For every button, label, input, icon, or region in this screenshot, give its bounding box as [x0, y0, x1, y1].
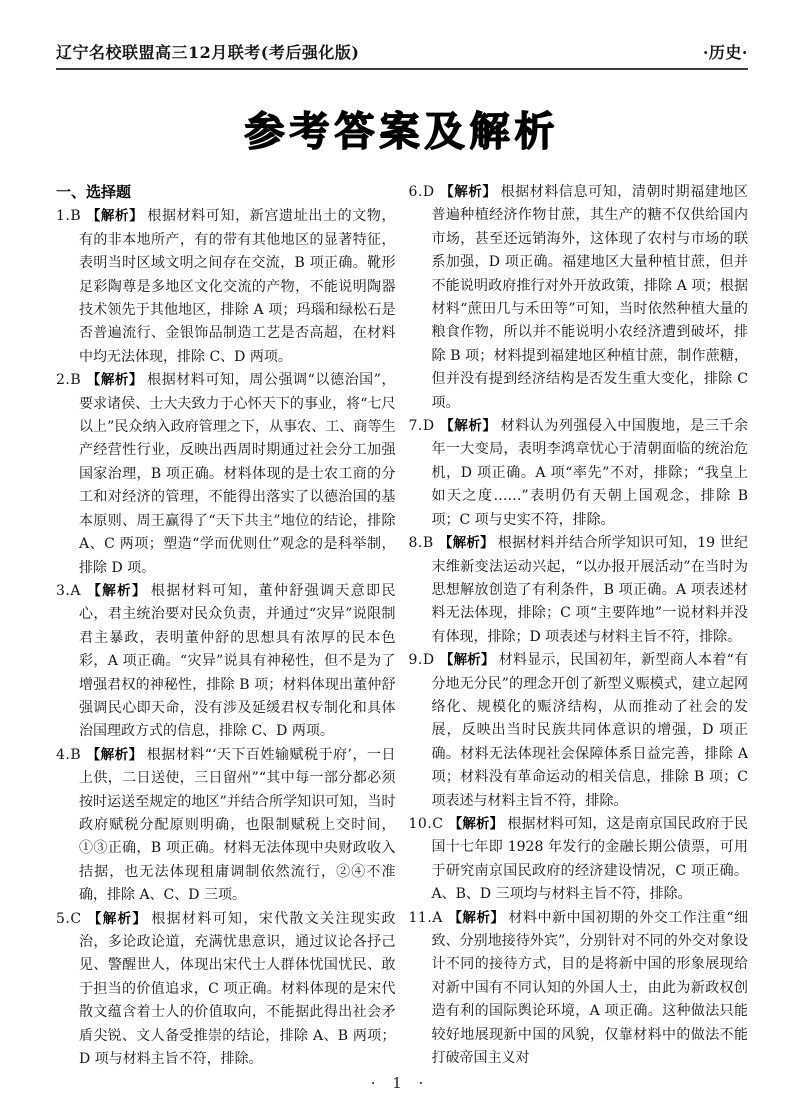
answer-label: 6.D	[408, 184, 435, 200]
answer-item-1	[56, 205, 396, 369]
answer-item-7	[409, 415, 749, 532]
analysis-tag: 【解析】	[447, 909, 505, 926]
answer-item-9	[409, 649, 749, 813]
answer-text: 根据材料可知，新宫遗址出土的文物，有的非本地所产，有的带有其他地区的显著特征，表明当时区域文明之间存在交流，B 项正确。靴形足彩陶尊是多地区文化交流的产物，不能说明陶器技术领先于其他地区，排除 A 项；玛瑙和绿松石是否普遍流行、金银饰品制造工艺是否高超，在材料中均无法体现，排除 C、D 两项。	[79, 208, 396, 365]
exam-title: 辽宁名校联盟高三12月联考(考后强化版)	[56, 43, 360, 62]
answer-item-8	[409, 532, 749, 649]
answer-item-5	[56, 908, 396, 1072]
answer-label: 8.B	[408, 535, 434, 552]
analysis-tag: 【解析】	[439, 418, 497, 435]
analysis-tag: 【解析】	[86, 372, 144, 389]
page-number: · 1 ·	[370, 1074, 430, 1092]
answer-label: 2.B	[56, 372, 82, 389]
answer-item-2	[56, 369, 396, 580]
answer-text: 根据材料信息可知，清朝时期福建地区普遍种植经济作物甘蔗，其生产的糖不仅供给国内市场，甚至还远销海外，这体现了农村与市场的联系加强，D 项正确。福建地区大量种植甘蔗，但并不能说明政府推行对外开放政策，排除 A 项；根据材料“蔗田几与禾田等”可知，当时依然种植大量的粮食作物，所以并不能说明小农经济遭到破坏，排除 B 项；材料提到福建地区种植甘蔗，制作蔗糖，但并没有提到经济结构是否发生重大变化，排除 C 项。	[431, 184, 748, 411]
two-column-body	[56, 181, 748, 1076]
answer-text: 根据材料可知，董仲舒强调天意即民心，君主统治要对民众负责，并通过“灾异”说限制君主暴政，表明董仲舒的思想具有浓厚的民本色彩，A 项正确。“灾异”说具有神秘性，但不是为了增强君权的神秘性，排除 B 项；材料体现出董仲舒强调民心即天命，没有涉及延缓君权专制化和具体治国理政方式的信息，排除 C、D 两项。	[79, 582, 396, 740]
document-title: 参考答案及解析	[244, 109, 560, 155]
analysis-tag: 【解析】	[86, 746, 143, 763]
answer-text: 根据材料可知，宋代散文关注现实政治，多论政论道，充满忧患意识，通过议论各抒己见、警醒世人，体现出宋代士人群体忧国忧民、敢于担当的价值追求，C 项正确。材料体现的是宋代散文蕴含着士人的价值取向，不能据此得出社会矛盾尖锐、文人备受推崇的结论，排除 A、B 两项；D 项与材料主旨不符，排除。	[79, 910, 396, 1068]
answer-item-4	[56, 744, 396, 908]
answer-text: 材料显示，民国初年，新型商人本着“有分地无分民”的理念开创了新型义赈模式，建立起网络化、规模化的赈济结构，从而推动了社会的发展，反映出当时民族共同体意识的增强，D 项正确。材料无法体现社会保障体系日益完善，排除 A 项；材料没有革命运动的相关信息，排除 B 项；C 项表述与材料主旨不符，排除。	[431, 652, 748, 809]
answer-label: 1.B	[56, 208, 82, 225]
answer-label: 4.B	[56, 746, 82, 763]
answer-label: 10.C	[408, 815, 444, 832]
right-column	[409, 181, 749, 1076]
analysis-tag: 【解析】	[439, 184, 497, 200]
analysis-tag: 【解析】	[438, 535, 494, 552]
answer-item-3	[56, 580, 396, 744]
answer-text: 根据材料“‘天下百姓输赋税于府’，一日上供，二日送使，三日留州”“其中每一部分都必须按时运送至规定的地区”并结合所学知识可知，当时政府赋税分配原则明确，也限制赋税上交时间，①③正确，B 项正确。材料无法体现中央财政收入拮据，也无法体现租庸调制依然流行，②④不准确，排除 A、C、D 三项。	[79, 746, 396, 904]
answer-label: 9.D	[408, 652, 435, 669]
answer-text: 根据材料可知，这是南京国民政府于民国十七年即 1928 年发行的金融长期公债票，可用于研究南京国民政府的经济建设情况，C 项正确。A、B、D 三项均与材料主旨不符，排除。	[431, 815, 748, 903]
answer-label: 11.A	[408, 909, 443, 926]
answer-text: 根据材料并结合所学知识可知，19 世纪末维新变法运动兴起，“以办报开展活动”在当时为思想解放创造了有利条件，B 项正确。A 项表述材料无法体现，排除；C 项“主要阵地”一说材料并没有体现，排除；D 项表述与材料主旨不符，排除。	[431, 535, 748, 645]
answer-text: 材料认为列强侵入中国腹地，是三千余年一大变局，表明李鸿章忧心于清朝面临的统治危机，D 项正确。A 项“率先”不对，排除；“我皇上如天之度……”表明仍有天朝上国观念，排除 B 项；C 项与史实不符，排除。	[431, 418, 748, 528]
analysis-tag: 【解析】	[439, 652, 495, 669]
answer-text: 根据材料可知，周公强调“以德治国”，要求诸侯、士大夫致力于心怀天下的事业，将“七尺以上”民众纳入政府管理之下，从事农、工、商等生产经营性行业，反映出西周时期通过社会分工加强国家治理，B 项正确。材料体现的是士农工商的分工和对经济的管理，不能得出落实了以德治国的基本原则、周王赢得了“天下共主”地位的结论，排除 A、C 两项；塑造“学而优则仕”观念的是科举制，排除 D 项。	[79, 372, 396, 576]
analysis-tag: 【解析】	[86, 910, 148, 927]
analysis-tag: 【解析】	[85, 582, 147, 599]
section-heading: 一、选择题	[56, 183, 132, 201]
answer-label: 5.C	[56, 910, 82, 927]
answer-label: 3.A	[56, 582, 81, 599]
answer-item-11	[409, 907, 749, 1071]
answer-item-6	[409, 181, 749, 415]
page-header	[56, 40, 748, 70]
analysis-tag: 【解析】	[448, 815, 504, 832]
answer-text: 材料中新中国初期的外交工作注重“细致、分别地接待外宾”，分别针对不同的外交对象设计不同的接待方式，目的是将新中国的形象展现给对新中国有不同认知的外国人士，由此为新政权创造有利的国际舆论环境，A 项正确。这种做法只能较好地展现新中国的风貌，仅靠材料中的做法不能打破帝国主义对	[431, 909, 748, 1067]
answer-item-10	[409, 813, 749, 907]
answer-label: 7.D	[408, 418, 435, 435]
subject-label: ·历史·	[702, 43, 748, 62]
analysis-tag: 【解析】	[86, 208, 144, 225]
left-column	[56, 181, 396, 1076]
